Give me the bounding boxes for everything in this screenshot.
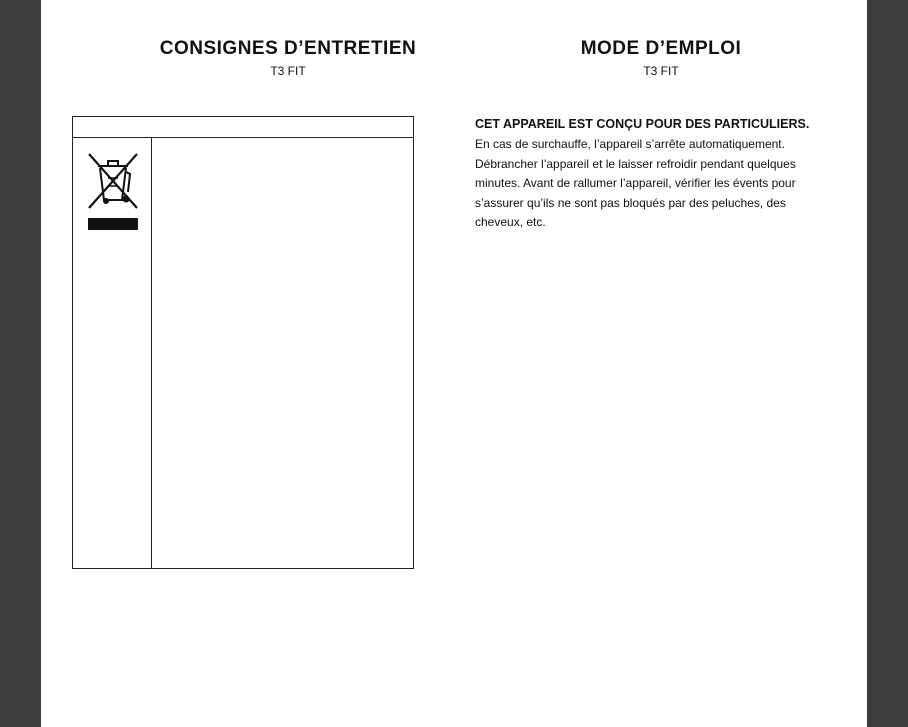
left-page-title: CONSIGNES D’ENTRETIEN xyxy=(159,38,417,59)
left-page-header xyxy=(123,38,453,78)
notice-heading: CET APPAREIL EST CONÇU POUR DES PARTICULIERS. xyxy=(475,117,810,131)
disposal-info-table xyxy=(72,116,414,569)
table-column-divider xyxy=(151,137,152,568)
safety-notice xyxy=(475,116,835,233)
crossed-out-wheelie-bin-icon xyxy=(86,150,140,236)
left-page-subtitle: T3 FIT xyxy=(270,64,306,78)
notice-body: En cas de surchauffe, l’appareil s’arrête automatiquement. Débrancher l’appareil et le laisser refroidir pendant quelques minutes. Avant de rallumer l’appareil, vérifier les évents pour s’assurer qu’ils ne sont pas bloqués par des peluches, des cheveux, etc. xyxy=(475,137,796,229)
table-header-row xyxy=(73,117,413,138)
right-page-title: MODE D’EMPLOI xyxy=(580,38,742,59)
right-page-header xyxy=(496,38,826,78)
right-page-subtitle: T3 FIT xyxy=(643,64,679,78)
document-sheet xyxy=(41,0,867,727)
